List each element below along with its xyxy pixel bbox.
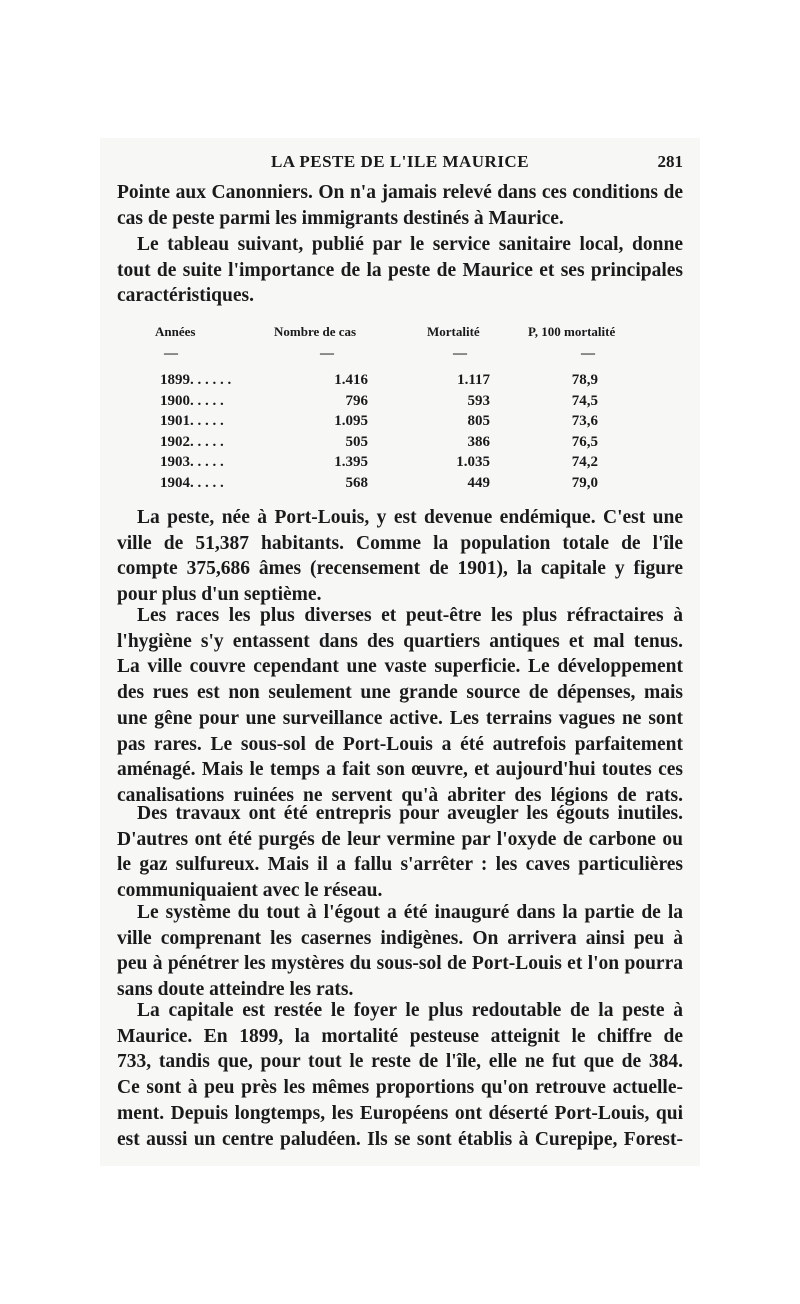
cell-year: 1904. . . . . — [160, 474, 224, 491]
cell-cases: 1.395 — [334, 454, 368, 470]
text-line: Ce sont à peu près les mêmes proportions qu'on retrouve actuelle- — [117, 1077, 683, 1099]
text-line: Maurice. En 1899, la mortalité pesteuse atteignit le chiffre de — [117, 1025, 683, 1047]
text-line: ville comprenant les casernes indigènes. On arrivera ainsi peu à — [117, 927, 683, 949]
table-row — [150, 393, 650, 414]
dash: — — [581, 346, 595, 361]
text-line: Les races les plus diverses et peut-être les plus réfractaires à — [137, 605, 683, 626]
text-line: Le système du tout à l'égout a été inauguré dans la partie de la — [137, 902, 683, 923]
text-line: compte 375,686 âmes (recensement de 1901), la capitale y figure — [117, 558, 683, 580]
table-row — [150, 413, 650, 434]
text-line: 733, tandis que, pour tout le reste de l'île, elle ne fut que de 384. — [117, 1051, 683, 1073]
column-header-cases: Nombre de cas — [274, 324, 357, 339]
text-line: cas de peste parmi les immigrants destinés à Maurice. — [117, 207, 564, 229]
cell-percent: 76,5 — [571, 433, 598, 450]
text-line: aménagé. Mais le temps a fait son œuvre, et aujourd'hui toutes ces — [117, 759, 683, 781]
cell-year: 1901. . . . . — [160, 413, 224, 429]
cell-cases: 796 — [345, 392, 368, 409]
table-row — [150, 454, 650, 475]
cell-year: 1899. . . . . . — [160, 372, 232, 388]
page-header — [117, 152, 683, 176]
table-header-row — [150, 324, 650, 346]
text-line: tout de suite l'importance de la peste de Maurice et ses principales — [117, 259, 683, 281]
paragraph-2 — [117, 232, 683, 309]
cell-cases: 505 — [345, 433, 368, 450]
cell-percent: 74,2 — [571, 454, 598, 470]
paragraph-7 — [117, 998, 683, 1152]
cell-year: 1902. . . . . — [160, 433, 224, 450]
text-line: Pointe aux Canonniers. On n'a jamais relevé dans ces conditions de — [117, 182, 683, 203]
text-line: peu à pénétrer les mystères du sous-sol de Port-Louis et l'on pourra — [117, 953, 683, 975]
page-number: 281 — [657, 152, 683, 171]
column-header-percent: P, 100 mortalité — [528, 324, 616, 339]
table-dash-row — [150, 346, 650, 364]
cell-percent: 78,9 — [571, 372, 598, 388]
cell-mortality: 449 — [467, 474, 490, 491]
cell-mortality: 1.117 — [457, 372, 490, 388]
text-line: La capitale est restée le foyer le plus redoutable de la peste à — [137, 1000, 683, 1021]
text-line: pas rares. Le sous-sol de Port-Louis a été autrefois parfaitement — [117, 733, 683, 755]
table-row — [150, 475, 650, 496]
text-line: est aussi un centre paludéen. Ils se sont établis à Curepipe, Forest- — [117, 1128, 683, 1150]
plague-statistics-table — [150, 324, 650, 495]
text-line: le gaz sulfureux. Mais il a fallu s'arrêter : les caves particulières — [117, 854, 683, 876]
cell-year: 1903. . . . . — [160, 454, 224, 470]
paragraph-4 — [117, 603, 683, 809]
text-line: caractéristiques. — [117, 285, 254, 307]
cell-mortality: 593 — [467, 392, 490, 409]
text-line: La peste, née à Port-Louis, y est devenue endémique. C'est une — [137, 507, 683, 528]
cell-percent: 73,6 — [571, 413, 598, 429]
text-line: l'hygiène s'y entassent dans des quartiers antiques et mal tenus. — [117, 630, 683, 652]
cell-cases: 1.416 — [334, 372, 368, 388]
running-title: LA PESTE DE L'ILE MAURICE — [270, 152, 530, 171]
dash: — — [164, 346, 178, 361]
table-row — [150, 434, 650, 455]
text-line: ment. Depuis longtemps, les Européens ont déserté Port-Louis, qui — [117, 1102, 683, 1124]
cell-mortality: 805 — [467, 413, 490, 429]
paragraph-1 — [117, 180, 683, 231]
cell-percent: 74,5 — [571, 392, 598, 409]
cell-cases: 568 — [345, 474, 368, 491]
text-line: ville de 51,387 habitants. Comme la population totale de l'île — [117, 532, 683, 554]
paragraph-3 — [117, 505, 683, 608]
cell-mortality: 1.035 — [456, 454, 490, 470]
text-line: Le tableau suivant, publié par le service sanitaire local, donne — [137, 234, 683, 255]
dash: — — [320, 346, 334, 361]
text-line: Des travaux ont été entrepris pour aveugler les égouts inutiles. — [137, 803, 683, 824]
cell-mortality: 386 — [467, 433, 490, 450]
text-line: des rues est non seulement une grande source de dépenses, mais — [117, 682, 683, 704]
cell-percent: 79,0 — [571, 474, 598, 491]
cell-year: 1900. . . . . — [160, 392, 224, 409]
text-line: une gêne pour une surveillance active. Les terrains vagues ne sont — [117, 707, 683, 729]
text-line: communiquaient avec le réseau. — [117, 880, 383, 902]
column-header-mortality: Mortalité — [427, 324, 480, 339]
cell-cases: 1.095 — [334, 413, 368, 429]
text-line: sans doute atteindre les rats. — [117, 979, 354, 1001]
text-line: canalisations ruinées ne servent qu'à abriter des légions de rats. — [117, 784, 683, 806]
column-header-years: Années — [155, 324, 196, 339]
text-line: La ville couvre cependant une vaste superficie. Le développement — [117, 656, 683, 678]
text-line: D'autres ont été purgés de leur vermine par l'oxyde de carbone ou — [117, 828, 683, 850]
paragraph-5 — [117, 801, 683, 904]
paragraph-6 — [117, 900, 683, 1003]
dash: — — [453, 346, 467, 361]
table-row — [150, 372, 650, 393]
text-line: pour plus d'un septième. — [117, 584, 322, 606]
